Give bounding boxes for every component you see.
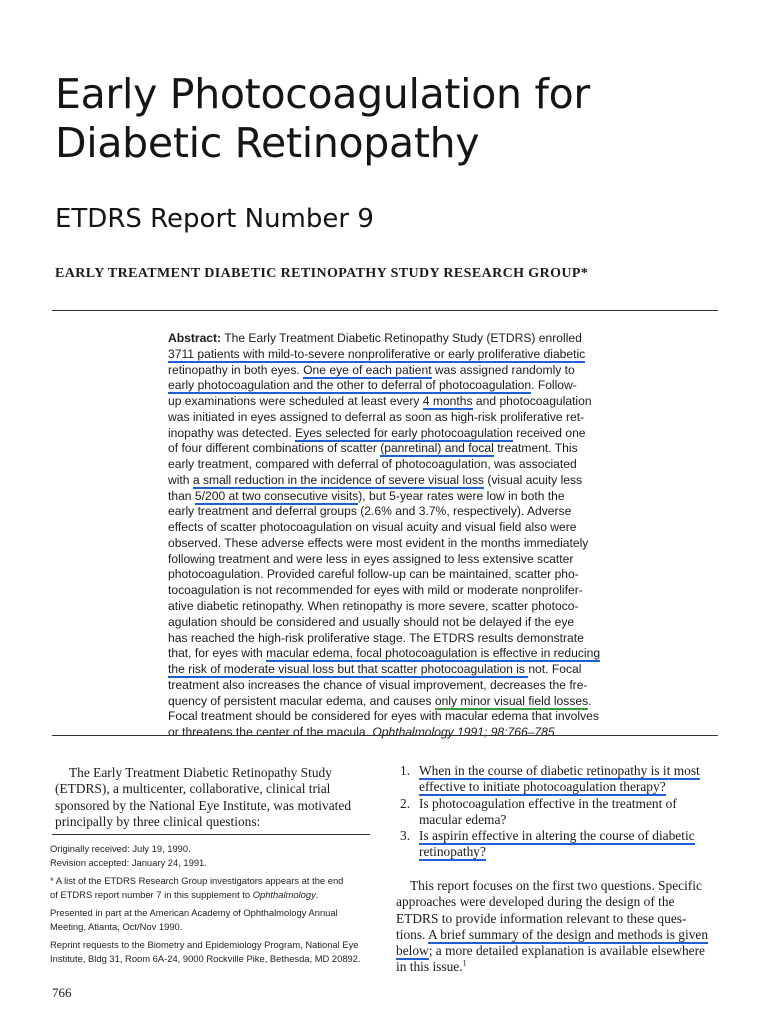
author-group: EARLY TREATMENT DIABETIC RETINOPATHY STUDY RESEARCH GROUP* [55, 266, 589, 281]
abstract-line: inopathy was detected. Eyes selected for early photocoagulation received one [168, 425, 586, 440]
abstract-line: early treatment, compared with deferral of photocoagulation, was associated [168, 457, 577, 472]
highlight-underline: 5/200 at two consecutive visits [194, 488, 359, 503]
abstract-line: with a small reduction in the incidence of severe visual loss (visual acuity less [168, 472, 583, 487]
intro-line: The Early Treatment Diabetic Retinopathy Study [69, 765, 332, 780]
received-date: Originally received: July 19, 1990. [50, 843, 191, 854]
abstract-block [168, 331, 613, 741]
footnote-investigators: * A list of the ETDRS Research Group investigators appears at the end of ETDRS report number 7 in this supplement to Ophthalmology. [50, 875, 344, 900]
highlight-underline: 4 months [422, 394, 473, 409]
divider-top [52, 310, 718, 311]
intro-line: sponsored by the National Eye Institute, was motivated [55, 797, 352, 813]
divider-bottom [52, 735, 718, 736]
page-number: 766 [52, 985, 72, 1000]
abstract-line: photocoagulation. Provided careful follow-up can be maintained, scatter pho- [168, 567, 579, 582]
highlight-underline: below [396, 943, 429, 959]
abstract-line: Abstract: The Early Treatment Diabetic Retinopathy Study (ETDRS) enrolled [168, 331, 582, 345]
abstract-line: retinopathy in both eyes. One eye of each patient was assigned randomly to [168, 362, 575, 377]
body-paragraph: This report focuses on the first two questions. Specific approaches were developed during the design of the ETDRS to provide information relevant to these ques- tions. A brief summary of the design and methods is given below; a more detailed explanation is available elsewhere in this issue.$^1$ [396, 878, 709, 975]
abstract-line: of four different combinations of scatter (panretinal) and focal treatment. This [168, 441, 578, 456]
abstract-line: the risk of moderate visual loss but that scatter photocoagulation is not. Focal [168, 662, 582, 677]
abstract-line: that, for eyes with macular edema, focal photocoagulation is effective in reducing [168, 646, 601, 661]
highlight-underline: macular edema, focal photocoagulation is effective in reducing [266, 646, 601, 661]
title-line-2: Diabetic Retinopathy [55, 119, 480, 167]
abstract-line: has reached the high-risk proliferative stage. The ETDRS results demonstrate [168, 630, 584, 645]
highlight-underline: effective to initiate photocoagulation therapy? [419, 779, 666, 795]
title-line-1: Early Photocoagulation for [55, 70, 590, 118]
highlight-underline: the risk of moderate visual loss but that scatter photocoagulation is [168, 662, 529, 677]
highlight-underline: 3711 patients with mild-to-severe nonproliferative or early proliferative diabetic [168, 346, 586, 361]
abstract-line: ative diabetic retinopathy. When retinopathy is more severe, scatter photoco- [168, 599, 579, 614]
footnote-divider [52, 834, 370, 835]
abstract-line: observed. These adverse effects were most evident in the months immediately [168, 535, 589, 550]
abstract-line: or threatens the center of the macula. Ophthalmology 1991; 98:766–785 [168, 725, 555, 740]
list-item: 3. Is aspirin effective in altering the course of diabetic retinopathy? [400, 828, 695, 860]
accepted-date: Revision accepted: January 24, 1991. [50, 857, 207, 868]
highlight-underline: A brief summary of the design and methods is given [428, 926, 709, 942]
highlight-underline: Is aspirin effective in altering the course of diabetic [419, 828, 695, 844]
list-item: 1. When in the course of diabetic retinopathy is it most effective to initiate photocoagulation therapy? [400, 763, 700, 795]
abstract-line: early treatment and deferral groups (2.6% and 3.7%, respectively). Adverse [168, 504, 572, 519]
reference-marker: 1 [462, 959, 467, 969]
highlight-underline: retinopathy? [419, 844, 486, 860]
abstract-line: quency of persistent macular edema, and causes only minor visual field losses. [168, 693, 592, 708]
journal-citation: Ophthalmology 1991; 98:766–785 [372, 725, 555, 740]
highlight-underline: a small reduction in the incidence of severe visual loss [192, 472, 484, 487]
abstract-line: treatment also increases the chance of visual improvement, decreases the fre- [168, 677, 588, 692]
abstract-line: tocoagulation is not recommended for eyes with mild or moderate nonprolifer- [168, 583, 583, 598]
highlight-underline: early photocoagulation and the other to deferral of photocoagulation [168, 378, 532, 393]
highlight-underline: (panretinal) and focal [380, 441, 494, 456]
abstract-line: following treatment and were less in eyes assigned to less extensive scatter [168, 551, 574, 566]
abstract-line: early photocoagulation and the other to deferral of photocoagulation. Follow- [168, 378, 577, 393]
abstract-line: up examinations were scheduled at least every 4 months and photocoagulation [168, 394, 592, 409]
footnote-dates [50, 842, 380, 870]
intro-line: principally by three clinical questions: [55, 813, 261, 829]
highlight-underline: When in the course of diabetic retinopathy is it most [419, 763, 700, 778]
abstract-line [168, 347, 613, 363]
list-item: 2. Is photocoagulation effective in the treatment of macular edema? [400, 795, 677, 827]
footnote-presented: Presented in part at the American Academy of Ophthalmology Annual Meeting, Atlanta, Oct/Nov 1990. [50, 907, 338, 932]
highlight-underline-green: only minor visual field losses [434, 693, 589, 708]
article-title [55, 70, 735, 168]
abstract-line: Focal treatment should be considered for eyes with macular edema that involves [168, 709, 599, 724]
footnote-reprint: Reprint requests to the Biometry and Epidemiology Program, National Eye Institute, Bldg 31, Room 6A-24, 9000 Rockville Pike, Bethesda, MD 20892. [50, 939, 361, 964]
highlight-underline: One eye of each patient [303, 362, 432, 377]
abstract-line: than 5/200 at two consecutive visits), but 5-year rates were low in both the [168, 488, 565, 503]
abstract-label: Abstract: [168, 331, 222, 345]
highlight-underline: Eyes selected for early photocoagulation [295, 425, 513, 440]
intro-paragraph [55, 765, 380, 830]
intro-line: (ETDRS), a multicenter, collaborative, clinical trial [55, 781, 331, 797]
abstract-line: effects of scatter photocoagulation on visual acuity and visual field also were [168, 520, 577, 535]
abstract-line: agulation should be considered and usually should not be delayed if the eye [168, 614, 575, 629]
abstract-line: was initiated in eyes assigned to deferral as soon as high-risk proliferative ret- [168, 409, 585, 424]
report-subtitle: ETDRS Report Number 9 [55, 204, 374, 234]
clinical-questions-list [400, 763, 720, 861]
